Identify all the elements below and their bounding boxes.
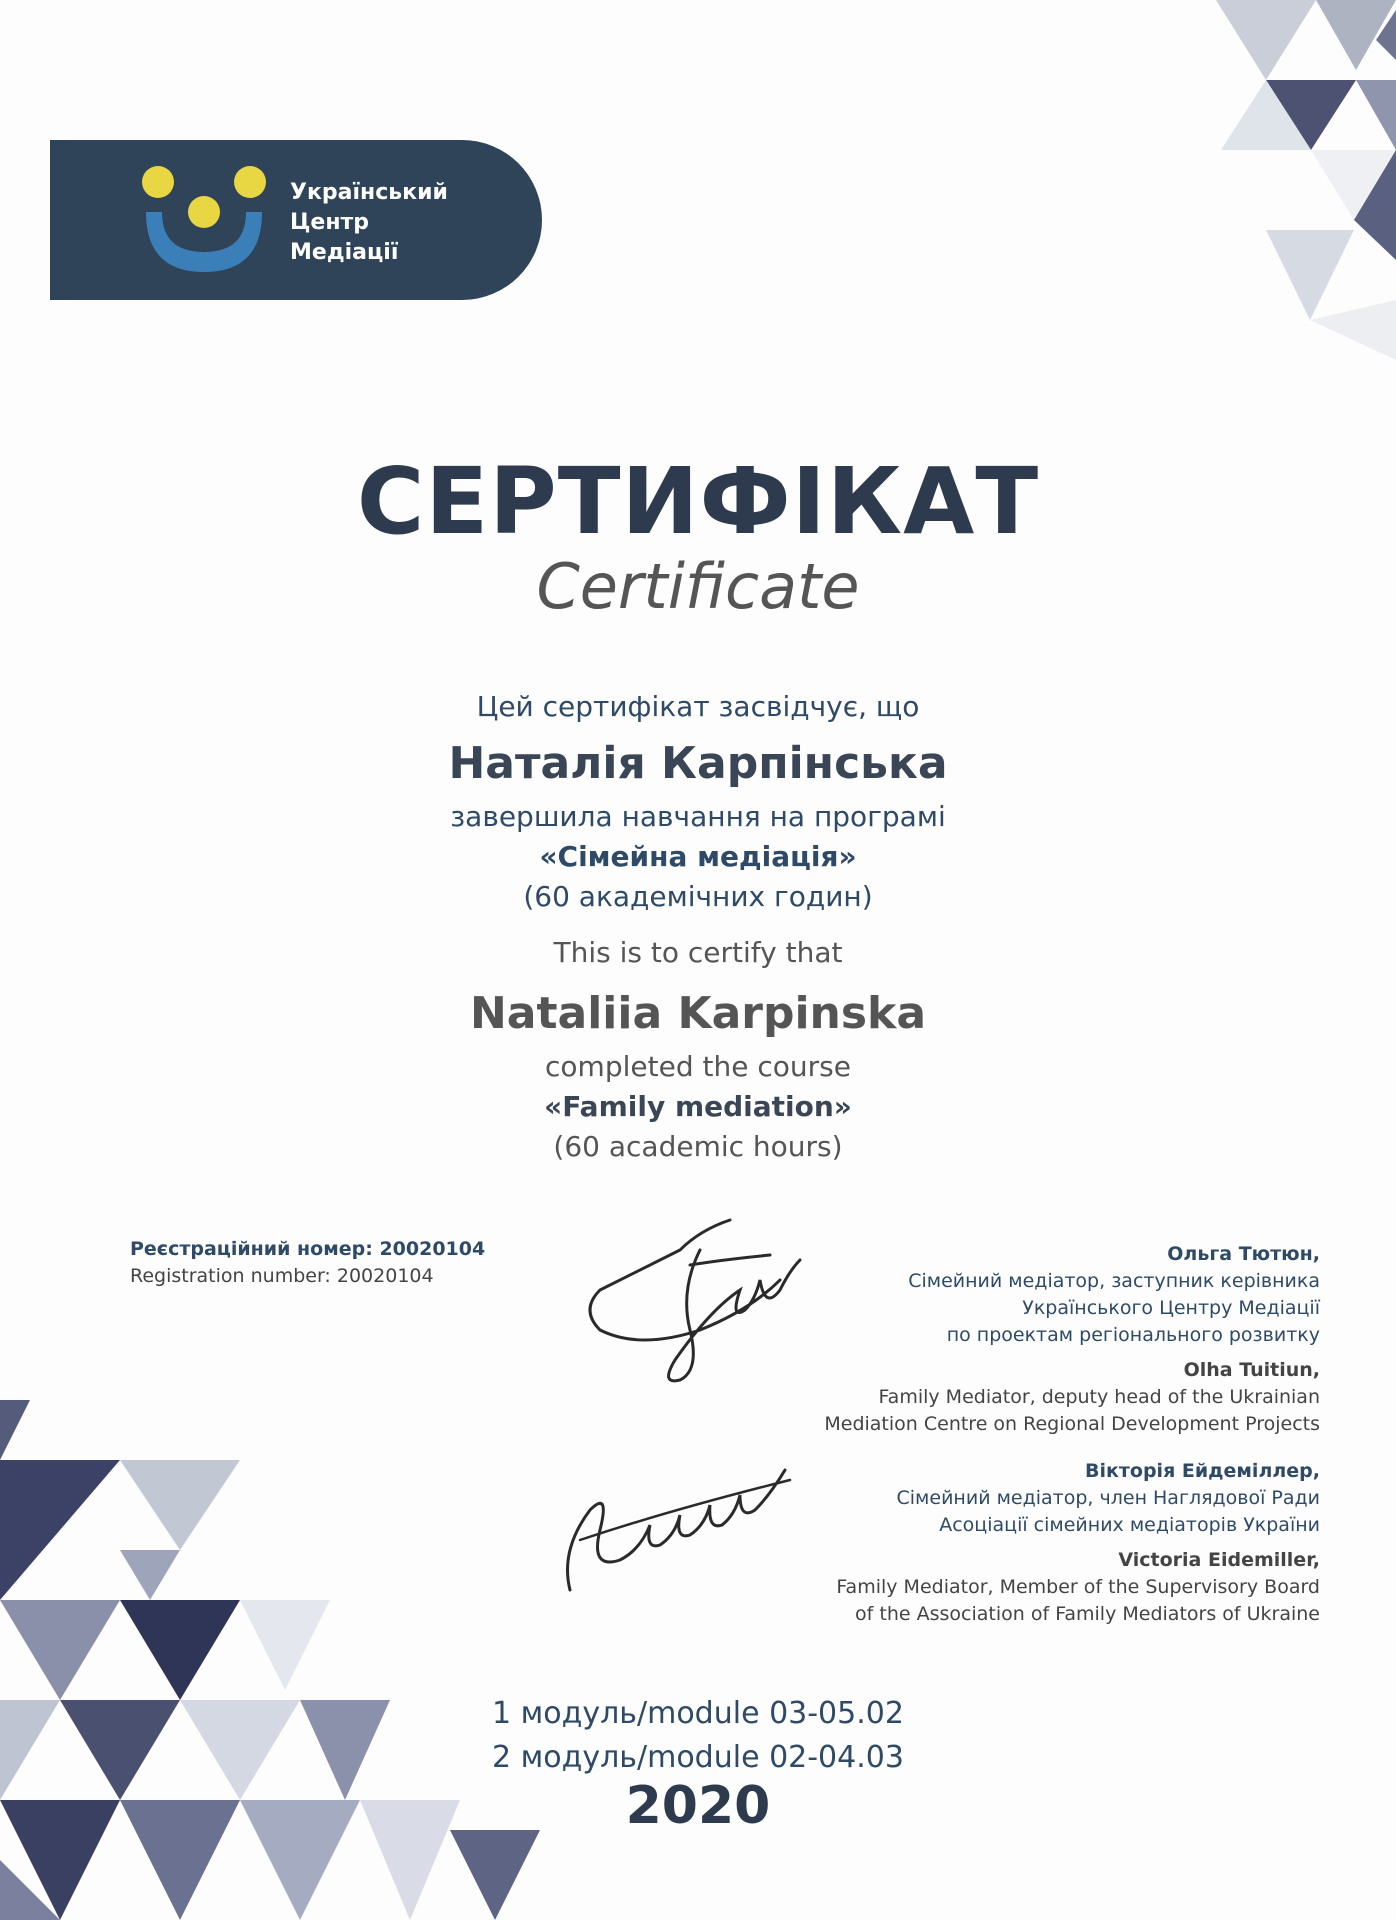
signer-1-name-en: Olha Tuitiun, — [1183, 1359, 1320, 1381]
logo-line-3: Медіації — [290, 240, 399, 265]
certificate-year: 2020 — [625, 1776, 771, 1836]
signer-1-role-ua-line-3: по проектам регіонального розвитку — [946, 1324, 1320, 1346]
signer-2-role-en-line-1: Family Mediator, Member of the Supervisory Board — [836, 1576, 1320, 1598]
signer-1 — [720, 1241, 1320, 1438]
logo-banner — [50, 140, 542, 300]
logo-text — [290, 178, 448, 268]
registration-number-ua: Реєстраційний номер: 20020104 — [130, 1238, 486, 1260]
decorative-triangles-bottom-left — [0, 1400, 560, 1920]
en-recipient-name: Nataliia Karpinska — [469, 988, 927, 1039]
logo-line-2: Центр — [290, 210, 370, 235]
signer-2-name-en: Victoria Eidemiller, — [1118, 1549, 1320, 1571]
ua-course-name: «Сімейна медіація» — [539, 840, 857, 873]
en-course-hours: (60 academic hours) — [553, 1130, 843, 1163]
registration-number-en: Registration number: 20020104 — [130, 1265, 434, 1287]
en-course-name: «Family mediation» — [544, 1090, 852, 1123]
ucm-logo-icon — [138, 166, 268, 276]
ua-certifies-text: Цей сертифікат засвідчує, що — [476, 690, 920, 723]
modules-block — [0, 1692, 1396, 1780]
en-certifies-text: This is to certify that — [553, 936, 843, 969]
signer-2-name-ua: Вікторія Ейдеміллер, — [1085, 1460, 1320, 1482]
signer-1-role-en-line-2: Mediation Centre on Regional Development Projects — [824, 1413, 1320, 1435]
signer-2-role-en-line-2: of the Association of Family Mediators of Ukraine — [855, 1603, 1320, 1625]
decorative-triangles-top-right — [1096, 0, 1396, 360]
signer-1-role-en-line-1: Family Mediator, deputy head of the Ukrainian — [878, 1386, 1320, 1408]
signer-2-role-ua-line-1: Сімейний медіатор, член Наглядової Ради — [896, 1487, 1320, 1509]
signers-block — [720, 1241, 1320, 1640]
certificate-title-ua: СЕРТИФІКАТ — [356, 448, 1040, 555]
signer-1-role-ua-line-2: Українського Центру Медіації — [1022, 1297, 1320, 1319]
en-completed-text: completed the course — [545, 1050, 851, 1083]
signer-2-role-ua-line-2: Асоціації сімейних медіаторів України — [939, 1514, 1320, 1536]
signer-2 — [720, 1458, 1320, 1628]
signer-1-role-ua-line-1: Сімейний медіатор, заступник керівника — [908, 1270, 1320, 1292]
ua-course-hours: (60 академічних годин) — [523, 880, 873, 913]
module-1-dates: 1 модуль/module 03-05.02 — [492, 1696, 904, 1731]
signer-1-name-ua: Ольга Тютюн, — [1167, 1243, 1320, 1265]
registration-block — [130, 1236, 485, 1290]
certificate-title-en: Certificate — [536, 550, 860, 623]
ua-completed-text: завершила навчання на програмі — [450, 800, 946, 833]
logo-line-1: Український — [290, 180, 448, 205]
module-2-dates: 2 модуль/module 02-04.03 — [492, 1740, 904, 1775]
ua-recipient-name: Наталія Карпінська — [448, 738, 948, 789]
